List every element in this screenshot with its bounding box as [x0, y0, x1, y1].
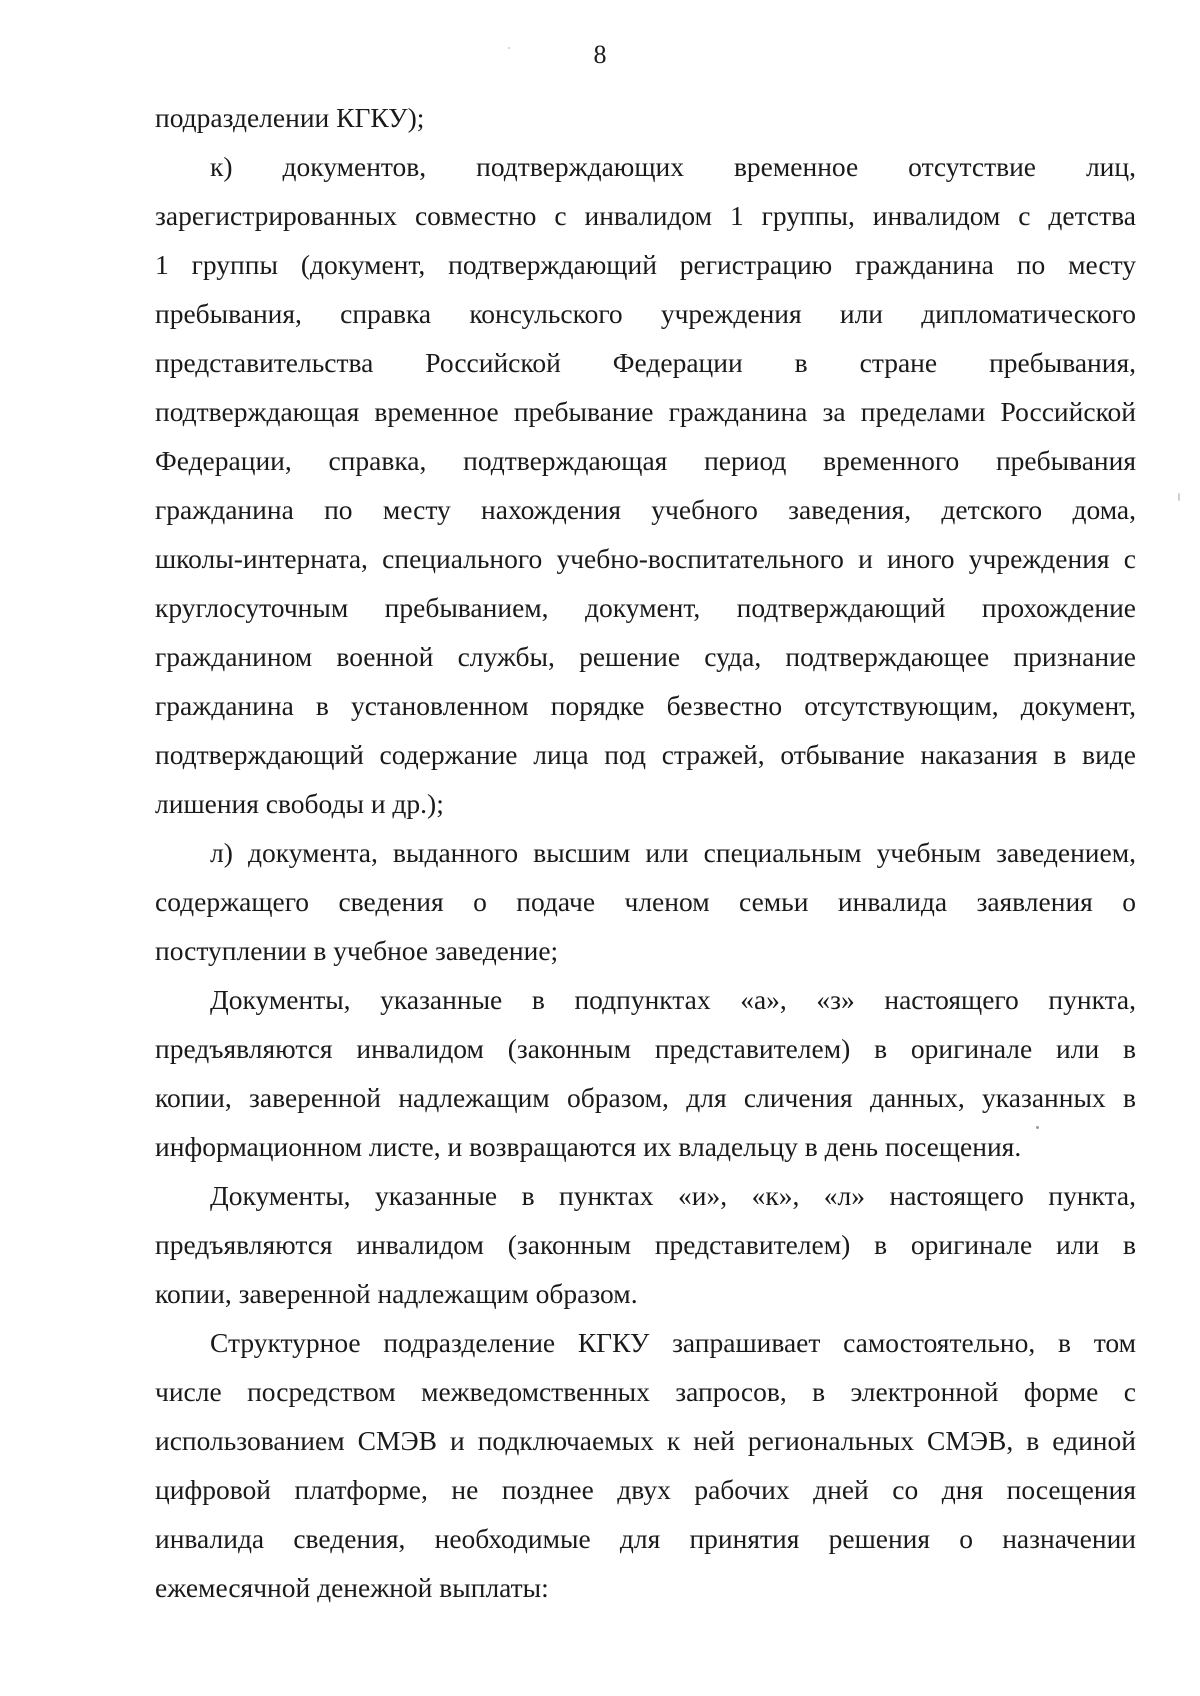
- scan-speck: [508, 47, 510, 49]
- text-line: предъявляются инвалидом (законным представителем) в оригинале или в: [155, 1229, 1136, 1260]
- text-line: гражданином военной службы, решение суда, подтверждающее признание: [155, 641, 1136, 672]
- text-line: подразделении КГКУ);: [155, 102, 425, 133]
- text-line: 1 группы (документ, подтверждающий регистрацию гражданина по месту: [155, 249, 1136, 280]
- text-line: копии, заверенной надлежащим образом.: [155, 1278, 638, 1309]
- text-line: лишения свободы и др.);: [155, 788, 444, 819]
- text-line: к) документов, подтверждающих временное отсутствие лиц,: [210, 151, 1136, 182]
- text-line: зарегистрированных совместно с инвалидом 1 группы, инвалидом с детства: [155, 200, 1136, 231]
- scan-speck: [1178, 493, 1180, 501]
- page-number: 8: [593, 40, 607, 69]
- text-line: использованием СМЭВ и подключаемых к ней региональных СМЭВ, в единой: [155, 1425, 1136, 1456]
- text-line: подтверждающий содержание лица под стражей, отбывание наказания в виде: [155, 739, 1136, 770]
- text-line: Федерации, справка, подтверждающая период временного пребывания: [155, 445, 1136, 476]
- text-line: Документы, указанные в пунктах «и», «к», «л» настоящего пункта,: [210, 1180, 1136, 1211]
- text-line: цифровой платформе, не позднее двух рабочих дней со дня посещения: [155, 1474, 1136, 1505]
- text-line: копии, заверенной надлежащим образом, для сличения данных, указанных в: [155, 1082, 1136, 1113]
- text-line: подтверждающая временное пребывание гражданина за пределами Российской: [155, 396, 1136, 427]
- text-line: круглосуточным пребыванием, документ, подтверждающий прохождение: [155, 592, 1136, 623]
- text-line: представительства Российской Федерации в стране пребывания,: [155, 347, 1136, 378]
- text-line: числе посредством межведомственных запросов, в электронной форме с: [155, 1376, 1136, 1407]
- text-line: ежемесячной денежной выплаты:: [155, 1572, 549, 1603]
- document-body: [155, 93, 1136, 1612]
- scan-speck: [1036, 1126, 1039, 1129]
- text-line: инвалида сведения, необходимые для принятия решения о назначении: [155, 1523, 1136, 1554]
- text-line: Документы, указанные в подпунктах «а», «з» настоящего пункта,: [210, 984, 1136, 1015]
- text-line: содержащего сведения о подаче членом семьи инвалида заявления о: [155, 886, 1136, 917]
- text-line: гражданина в установленном порядке безвестно отсутствующим, документ,: [155, 690, 1136, 721]
- text-line: л) документа, выданного высшим или специальным учебным заведением,: [210, 837, 1136, 868]
- text-line: школы-интерната, специального учебно-воспитательного и иного учреждения с: [155, 543, 1136, 574]
- text-line: Структурное подразделение КГКУ запрашивает самостоятельно, в том: [210, 1327, 1136, 1358]
- text-line: информационном листе, и возвращаются их владельцу в день посещения.: [155, 1131, 1022, 1162]
- text-line: гражданина по месту нахождения учебного заведения, детского дома,: [155, 494, 1136, 525]
- text-line: поступлении в учебное заведение;: [155, 935, 559, 966]
- text-line: пребывания, справка консульского учреждения или дипломатического: [155, 298, 1136, 329]
- text-line: предъявляются инвалидом (законным представителем) в оригинале или в: [155, 1033, 1136, 1064]
